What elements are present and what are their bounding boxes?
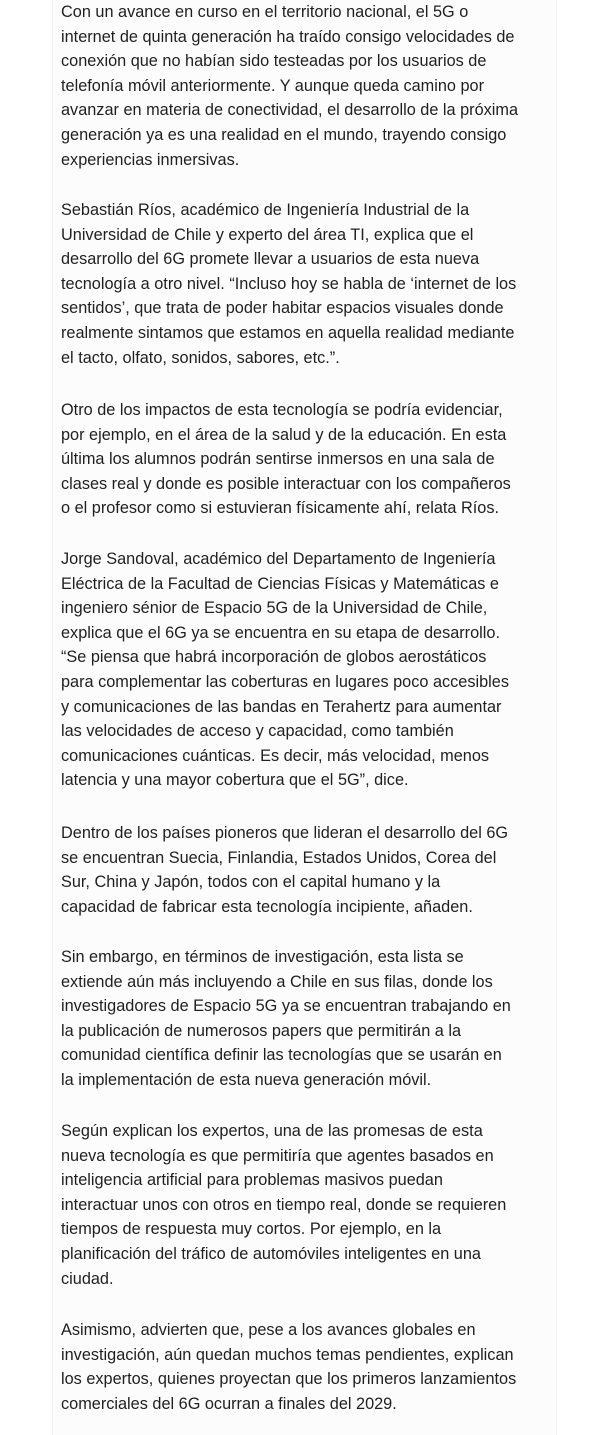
paragraph-sebastian-rios: Sebastián Ríos, académico de Ingeniería Industrial de la Universidad de Chile y experto del área TI, explica que el desarrollo del 6G promete llevar a usuarios de esta nueva tecnología a otro nivel. “Incluso hoy se habla de ‘internet de los sentidos’, que trata de poder habitar espacios visuales donde realmente sintamos que estamos en aquella realidad mediante el tacto, olfato, sonidos, sabores, etc.”.: [61, 201, 517, 367]
paragraph-health-education: Otro de los impactos de esta tecnología se podría evidenciar, por ejemplo, en el área de la salud y de la educación. En esta última los alumnos podrán sentirse inmersos en una sala de clases real y donde es posible interactuar con los compañeros o el profesor como si estuvieran físicamente ahí, relata Ríos.: [61, 401, 511, 518]
paragraph-jorge-sandoval: Jorge Sandoval, académico del Departamento de Ingeniería Eléctrica de la Facultad de Ciencias Físicas y Matemáticas e ingeniero sénior de Espacio 5G de la Universidad de Chile, explica que el 6G ya se encuentra en su etapa de desarrollo. “Se piensa que habrá incorporación de globos aerostáticos para complementar las coberturas en lugares poco accesibles y comunicaciones de las bandas en Terahertz para aumentar las velocidades de acceso y capacidad, como también comunicaciones cuánticas. Es decir, más velocidad, menos latencia y una mayor cobertura que el 5G”, dice.: [61, 550, 509, 790]
paragraph-5g-intro: Con un avance en curso en el territorio nacional, el 5G o internet de quinta generación ha traído consigo velocidades de conexión que no habían sido testeadas por los usuarios de telefonía móvil anteriormente. Y aunque queda camino por avanzar en materia de conectividad, el desarrollo de la próxima generación ya es una realidad en el mundo, trayendo consigo experiencias inmersivas.: [61, 3, 519, 169]
article-body: [52, 0, 557, 1435]
paragraph-pioneer-countries: Dentro de los países pioneros que lideran el desarrollo del 6G se encuentran Suecia, Finlandia, Estados Unidos, Corea del Sur, China y Japón, todos con el capital humano y la capacidad de fabricar esta tecnología incipiente, añaden.: [61, 824, 509, 916]
paragraph-chile-research: Sin embargo, en términos de investigación, esta lista se extiende aún más incluyendo a Chile en sus filas, donde los investigadores de Espacio 5G ya se encuentran trabajando en la publicación de numerosos papers que permitirán a la comunidad científica definir las tecnologías que se usarán en la implementación de esta nueva generación móvil.: [61, 948, 511, 1089]
paragraph-launch-2029: Asimismo, advierten que, pese a los avances globales en investigación, aún quedan muchos temas pendientes, explican los expertos, quienes proyectan que los primeros lanzamientos comerciales del 6G ocurran a finales del 2029.: [61, 1321, 517, 1413]
paragraph-ai-agents: Según explican los expertos, una de las promesas de esta nueva tecnología es que permitiría que agentes basados en inteligencia artificial para problemas masivos puedan interactuar unos con otros en tiempo real, donde se requieren tiempos de respuesta muy cortos. Por ejemplo, en la planificación del tráfico de automóviles inteligentes en una ciudad.: [61, 1122, 507, 1288]
